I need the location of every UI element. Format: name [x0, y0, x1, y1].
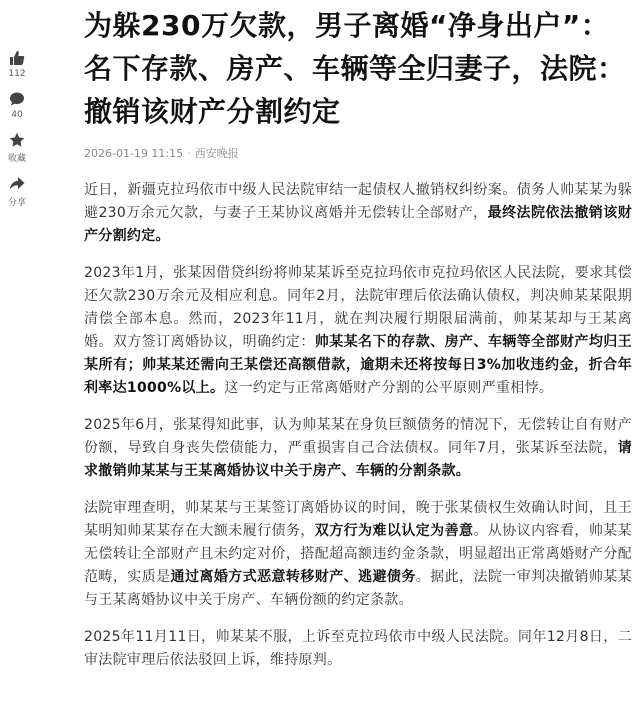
paragraph-text: 法院审理查明，帅某某与王某签订离婚协议的时间，晚于张某债权生效确认时间，且王某明知帅某某存在大额未履行债务，	[84, 500, 632, 539]
share-button[interactable]	[8, 176, 26, 208]
share-label: 分享	[7, 198, 26, 208]
share-arrow-icon	[9, 176, 25, 192]
action-rail	[0, 50, 34, 220]
comment-count: 40	[11, 110, 23, 120]
star-icon	[9, 132, 25, 148]
paragraph-2	[84, 262, 632, 400]
paragraph-emphasis: 双方行为难以认定为善意	[314, 523, 474, 539]
paragraph-emphasis: 最终法院依法撤销该财产分割约定。	[84, 205, 633, 244]
paragraph-4	[84, 497, 632, 612]
paragraph-5: 2025年11月11日，帅某某不服，上诉至克拉玛依市中级人民法院。同年12月8日，二审法院审理后依法驳回上诉，维持原判。	[84, 629, 632, 668]
paragraph-emphasis: 帅某某名下的存款、房产、车辆等全部财产均归王某所有；帅某某还需向王某偿还高额借款，逾期未还将按每日3%加收违约金，折合年利率达1000%以上。	[84, 334, 632, 396]
meta-separator: ·	[187, 147, 191, 160]
paragraph-text: 这一约定与正常离婚财产分割的公平原则严重相悖。	[224, 380, 554, 396]
paragraph-text: 2025年6月，张某得知此事，认为帅某某在身负巨额债务的情况下，无偿转让自有财产份额，导致自身丧失偿债能力，严重损害自己合法债权。同年7月，张某诉至法院，	[84, 417, 632, 456]
favorite-button[interactable]	[8, 132, 26, 164]
paragraph-emphasis: 请求撤销帅某某与王某离婚协议中关于房产、车辆的分割条款。	[84, 440, 632, 479]
favorite-label: 收藏	[7, 154, 26, 164]
thumbs-up-icon	[9, 50, 25, 66]
paragraph-text: 近日，新疆克拉玛依市中级人民法院审结一起债权人撤销权纠纷案。债务人帅某某为躲避230万余元欠款，与妻子王某协议离婚并无偿转让全部财产，	[84, 182, 632, 221]
paragraph-text: 。从协议内容看，帅某某无偿转让全部财产且未约定对价，搭配超高额违约金条款，明显超出正常离婚财产分配范畴，实质是	[84, 523, 632, 585]
paragraph-text: 。据此，法院一审判决撤销帅某某与王某离婚协议中关于房产、车辆份额的约定条款。	[84, 569, 632, 608]
paragraph-1	[84, 179, 632, 248]
paragraph-3	[84, 414, 632, 483]
paragraph-emphasis: 通过离婚方式恶意转移财产、逃避债务	[170, 569, 416, 585]
comment-icon	[9, 91, 25, 107]
article-title: 为躲230万欠款，男子离婚“净身出户”：名下存款、房产、车辆等全归妻子，法院：撤销该财产分割约定	[84, 9, 626, 128]
paragraph-text: 2023年1月，张某因借贷纠纷将帅某某诉至克拉玛依市克拉玛依区人民法院，要求其偿还欠款230万余元及相应利息。同年2月，法院审理后依法确认债权，判决帅某某限期清偿全部本息。然而，2023年11月，就在判决履行期限届满前，帅某某却与王某离婚。双方签订离婚协议，明确约定：	[84, 265, 632, 350]
article-meta	[84, 145, 632, 161]
publish-date: 2026-01-19 11:15	[84, 147, 184, 160]
like-count: 112	[8, 69, 26, 79]
source-link[interactable]: 西安晚报	[194, 147, 239, 160]
article	[84, 4, 632, 686]
comment-button[interactable]	[9, 91, 25, 120]
like-button[interactable]	[8, 50, 25, 79]
